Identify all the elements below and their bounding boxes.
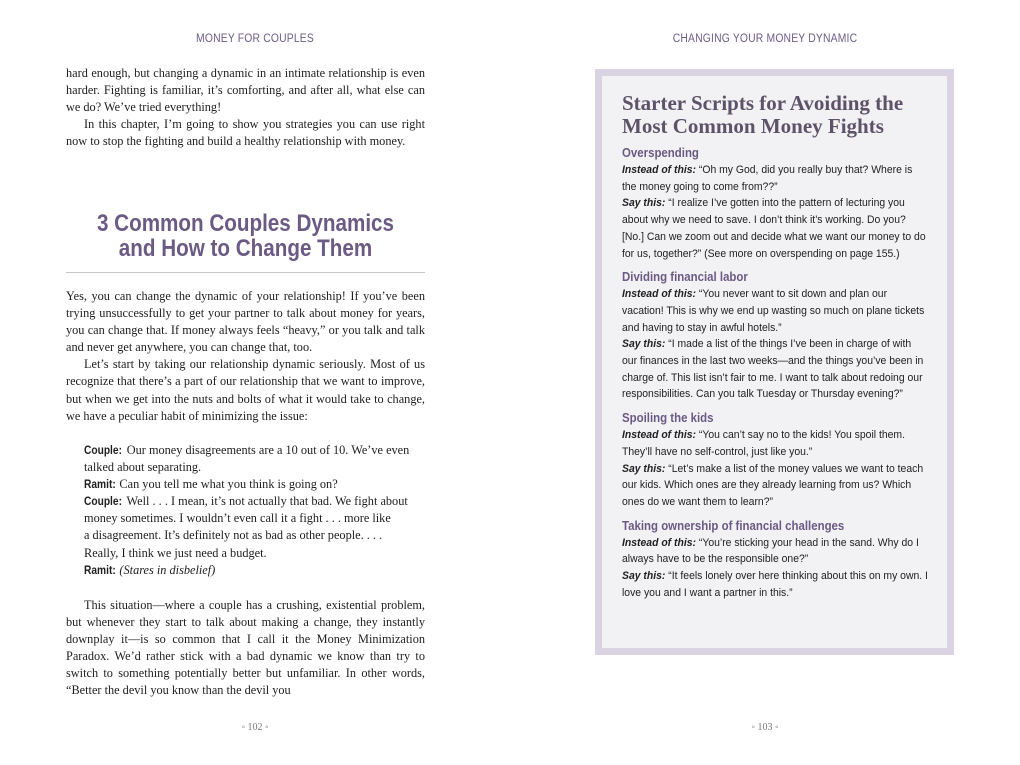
section-heading-line: and How to Change Them [118, 235, 373, 262]
say-label: Say this: [622, 197, 666, 210]
dialogue-line: talked about separating. [84, 460, 202, 475]
paragraph: In this chapter, I’m going to show you strategies you can use right now to stop the fighting and build a healthy relationship with money. [66, 117, 425, 149]
instead-label: Instead of this: [622, 288, 696, 301]
say-label: Say this: [622, 462, 666, 475]
script-text: “You never want to sit down and plan our vacation! This is why we end up wasting so much on plane tickets and having to stay in awful hotels.” [622, 288, 925, 334]
section-heading [91, 211, 400, 261]
topic-heading: Overspending [622, 145, 699, 160]
instead-label: Instead of this: [622, 164, 696, 176]
dialogue-line: Really, I think we just need a budget. [84, 545, 267, 560]
instead-script [622, 286, 928, 336]
speaker-label: Couple: [84, 443, 122, 457]
paragraph: Yes, you can change the dynamic of your relationship! If you’ve been trying unsuccessfully to get your partner to talk about money for years, you can change that. If money always feels “heavy,” or you talk and talk and never get anywhere, you can change that, too. [66, 289, 425, 355]
speaker-label: Couple: [84, 494, 122, 509]
sidebar-box [595, 69, 954, 655]
topic-heading: Dividing financial labor [622, 269, 748, 285]
heading-divider [66, 272, 425, 273]
dialogue-text: Our money disagreements are a 10 out of 10. We’ve even [126, 443, 410, 457]
script-text: “Let’s make a list of the money values we want to teach our kids. Which ones are they already learning from us? Which ones do we want them to learn?” [622, 462, 924, 508]
dialogue-text: Well . . . I mean, it’s not actually that bad. We fight about [126, 494, 408, 509]
say-label: Say this: [622, 570, 666, 583]
dialogue-line: money sometimes. I wouldn’t even call it a fight . . . more like [84, 511, 391, 526]
instead-label: Instead of this: [622, 536, 696, 549]
paragraph: Let’s start by taking our relationship dynamic seriously. Most of us recognize that there’s a part of our relationship that we want to improve, but when we get into the nuts and bolts of what it would take to change, we have a peculiar habit of minimizing the issue: [66, 357, 425, 423]
dialogue-block [84, 442, 425, 579]
paragraph: hard enough, but changing a dynamic in an intimate relationship is even harder. Fighting is familiar, it’s comforting, and after all, what else can we do? We’ve tried everything! [66, 66, 425, 115]
say-script [622, 568, 928, 601]
dialogue-line [84, 493, 425, 510]
instead-script [622, 535, 928, 568]
dialogue-line [84, 562, 425, 579]
paragraph: This situation—where a couple has a crushing, existential problem, but whenever they start to talk about making a change, they instantly downplay it—is so common that I call it the Money Minimization Paradox. We’d rather stick with a bad dynamic we know than try to switch to something potentially better but unfamiliar. In other words, “Better the devil you know than the devil you [66, 598, 425, 698]
section-body [66, 288, 425, 425]
topic-heading: Taking ownership of financial challenges [622, 517, 845, 533]
script-text: “It feels lonely over here thinking about this on my own. I love you and I want a partner in this.” [622, 570, 928, 599]
stage-direction: (Stares in disbelief) [119, 562, 216, 577]
running-head-right: CHANGING YOUR MONEY DYNAMIC [672, 33, 858, 45]
instead-label: Instead of this: [622, 429, 696, 442]
say-script [622, 195, 928, 262]
running-head-left: MONEY FOR COUPLES [196, 33, 314, 45]
say-label: Say this: [622, 338, 666, 351]
script-text: “You can’t say no to the kids! You spoil them. They’ll have no self-control, just like you.” [622, 429, 905, 458]
speaker-label: Ramit: [84, 477, 116, 492]
dialogue-text: Can you tell me what you think is going on? [119, 477, 338, 492]
dialogue-line: a disagreement. It’s definitely not as bad as other people. . . . [84, 528, 383, 543]
script-text: “I realize I’ve gotten into the pattern of lecturing you about why we need to save. I don’t think it’s working. Do you? [No.] Can we zoom out and decide what we want our money to do for us, together?” (See more on overspending on page 155.) [622, 197, 926, 260]
sidebar-title: Starter Scripts for Avoiding the Most Common Money Fights [622, 91, 904, 138]
page-number-left: ◦ 102 ◦ [241, 722, 269, 733]
sidebar-content [622, 92, 928, 601]
script-text: “Oh my God, did you really buy that? Where is the money going to come from??” [622, 164, 913, 193]
section-heading-line: 3 Common Couples Dynamics [96, 210, 395, 237]
dialogue-line [84, 476, 425, 493]
intro-text [66, 65, 425, 150]
instead-script [622, 427, 928, 460]
script-text: “I made a list of the things I’ve been in charge of with our finances in the last two weeks—and the things you’ve been in charge of. This list isn’t fair to me. I want to talk about redoing our responsibilities. Can you talk Tuesday or Thursday evening?” [622, 338, 924, 401]
instead-script [622, 162, 928, 195]
topic-heading: Spoiling the kids [622, 410, 714, 426]
say-script [622, 336, 928, 403]
page-number-right: ◦ 103 ◦ [751, 722, 779, 733]
speaker-label: Ramit: [84, 562, 116, 577]
dialogue-line [84, 442, 425, 459]
script-text: “You’re sticking your head in the sand. Why do I always have to be the responsible one?” [622, 536, 919, 566]
closing-text [66, 597, 425, 700]
right-page [510, 0, 1020, 765]
say-script [622, 461, 928, 511]
